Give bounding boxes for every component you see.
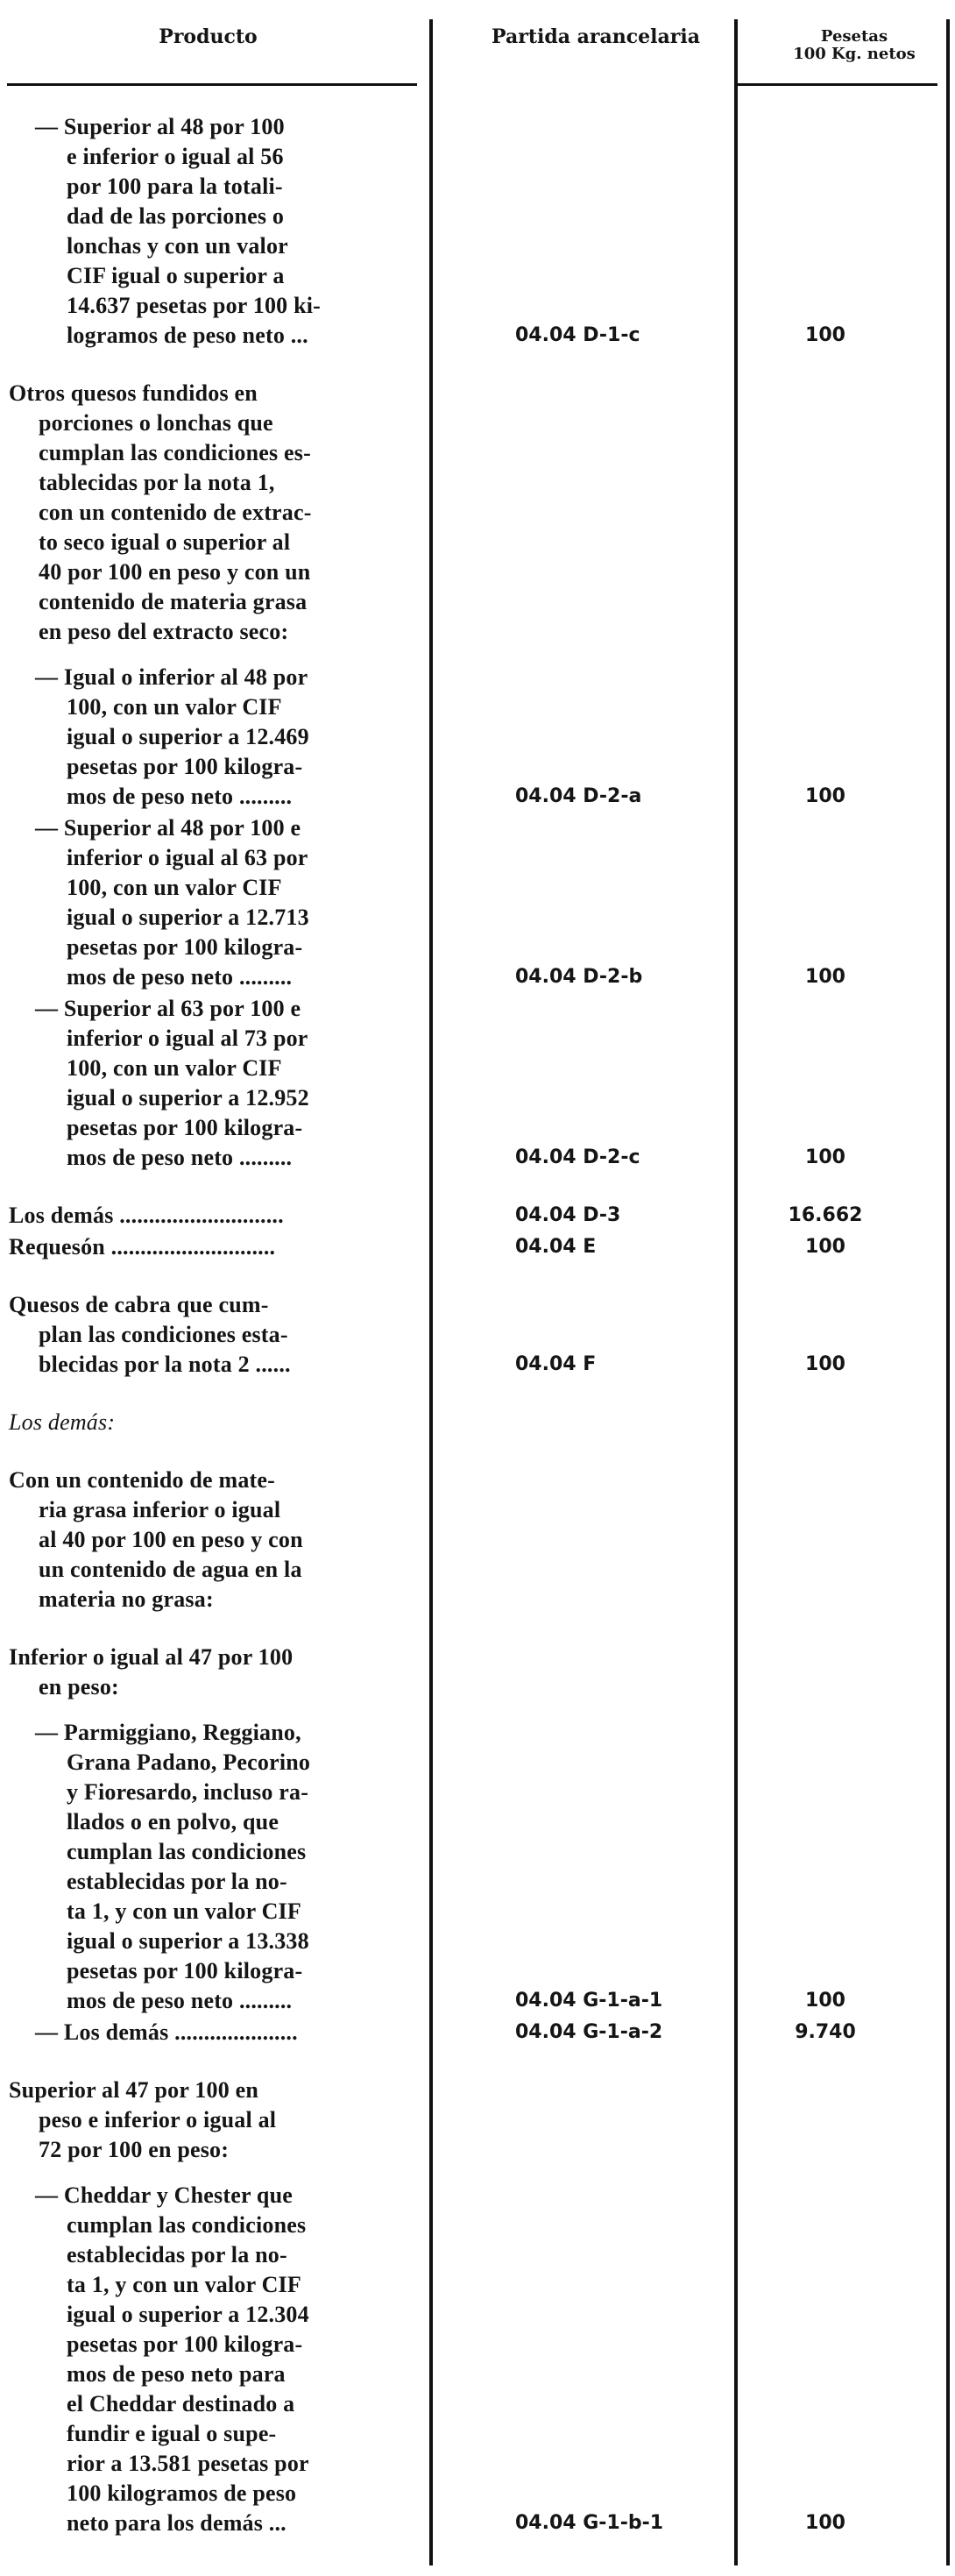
product-cell: — Superior al 48 por 100 e inferior o igual al 56 por 100 para la totali- dad de las porciones o lonchas y con un valor CIF igual o superior a 14.637 pesetas por 100 ki- logramos de peso neto ... [35, 114, 322, 348]
price-header-line1: Pesetas [820, 27, 888, 46]
table-row [0, 1408, 955, 1437]
table-row [0, 663, 955, 812]
table-row [0, 2181, 955, 2538]
product-cell: Requesón ............................ [9, 1234, 276, 1260]
tariff-code-cell: 04.04 D-2-a [515, 785, 642, 807]
table-row [0, 1718, 955, 2016]
price-header-line2: 100 Kg. netos [793, 44, 916, 63]
table-row [0, 1232, 955, 1262]
column-header-tariff: Partida arancelaria [492, 25, 700, 48]
tariff-code-cell: 04.04 G-1-a-1 [515, 1990, 663, 2012]
tariff-code-cell: 04.04 D-2-b [515, 966, 643, 988]
price-cell: 100 [805, 2512, 845, 2534]
tariff-table [0, 112, 955, 2540]
tariff-code-cell: 04.04 D-3 [515, 1204, 621, 1226]
table-row [0, 2018, 955, 2047]
price-cell: 100 [805, 1146, 845, 1168]
column-header-price [771, 28, 937, 63]
tariff-code-cell: 04.04 F [515, 1353, 597, 1375]
price-cell: 100 [805, 966, 845, 988]
header-rule-product [7, 83, 417, 86]
table-row [0, 1201, 955, 1231]
table-row [0, 994, 955, 1173]
price-cell: 9.740 [795, 2021, 856, 2043]
product-cell: — Superior al 48 por 100 e inferior o igual al 63 por 100, con un valor CIF igual o superior a 12.713 pesetas por 100 kilogra- mos de peso neto ......... [35, 815, 309, 990]
tariff-code-cell: 04.04 G-1-b-1 [515, 2512, 664, 2534]
product-cell: — Igual o inferior al 48 por 100, con un valor CIF igual o superior a 12.469 pesetas por 100 kilogra- mos de peso neto ......... [35, 664, 309, 809]
price-cell: 100 [805, 1353, 845, 1375]
header-rule-price [734, 83, 937, 86]
table-row [0, 2076, 955, 2165]
product-cell: — Parmiggiano, Reggiano, Grana Padano, Pecorino y Fioresardo, incluso ra- llados o en polvo, que cumplan las condiciones establecidas por la no- ta 1, y con un valor CIF igual o superior a 13.338 pesetas por 100 kilogra- mos de peso neto ......... [35, 1720, 311, 2013]
product-cell: Superior al 47 por 100 en peso e inferior o igual al 72 por 100 en peso: [9, 2077, 277, 2162]
tariff-code-cell: 04.04 D-2-c [515, 1146, 640, 1168]
table-row [0, 1290, 955, 1380]
tariff-code-cell: 04.04 D-1-c [515, 324, 640, 346]
product-cell: — Cheddar y Chester que cumplan las condiciones establecidas por la no- ta 1, y con un valor CIF igual o superior a 12.304 pesetas por 100 kilogra- mos de peso neto para el Cheddar destinado a fundir e igual o supe- rior a 13.581 pesetas por 100 kilogramos de peso neto para los demás ... [35, 2182, 309, 2536]
table-row [0, 1643, 955, 1702]
price-cell: 100 [805, 324, 845, 346]
product-cell: Los demás: [9, 1409, 116, 1435]
product-cell: Con un contenido de mate- ria grasa inferior o igual al 40 por 100 en peso y con un contenido de agua en la materia no grasa: [9, 1467, 303, 1612]
table-row [0, 1465, 955, 1614]
product-cell: Inferior o igual al 47 por 100 en peso: [9, 1644, 294, 1700]
price-cell: 100 [805, 1990, 845, 2012]
product-cell: Los demás ............................ [9, 1203, 284, 1228]
price-cell: 16.662 [788, 1204, 863, 1226]
tariff-code-cell: 04.04 G-1-a-2 [515, 2021, 663, 2043]
table-row [0, 379, 955, 647]
price-cell: 100 [805, 1236, 845, 1258]
table-row [0, 112, 955, 351]
product-cell: Otros quesos fundidos en porciones o lonchas que cumplan las condiciones es- tablecidas por la nota 1, con un contenido de extrac- to seco igual o superior al 40 por 100 en peso y con un contenido de materia grasa en peso del extracto seco: [9, 380, 312, 644]
price-cell: 100 [805, 785, 845, 807]
column-header-product: Producto [159, 25, 258, 48]
product-cell: — Los demás ..................... [35, 2019, 298, 2045]
tariff-code-cell: 04.04 E [515, 1236, 597, 1258]
product-cell: — Superior al 63 por 100 e inferior o igual al 73 por 100, con un valor CIF igual o superior a 12.952 pesetas por 100 kilogra- mos de peso neto ......... [35, 996, 309, 1170]
table-row [0, 813, 955, 992]
product-cell: Quesos de cabra que cum- plan las condiciones esta- blecidas por la nota 2 ...... [9, 1292, 291, 1377]
